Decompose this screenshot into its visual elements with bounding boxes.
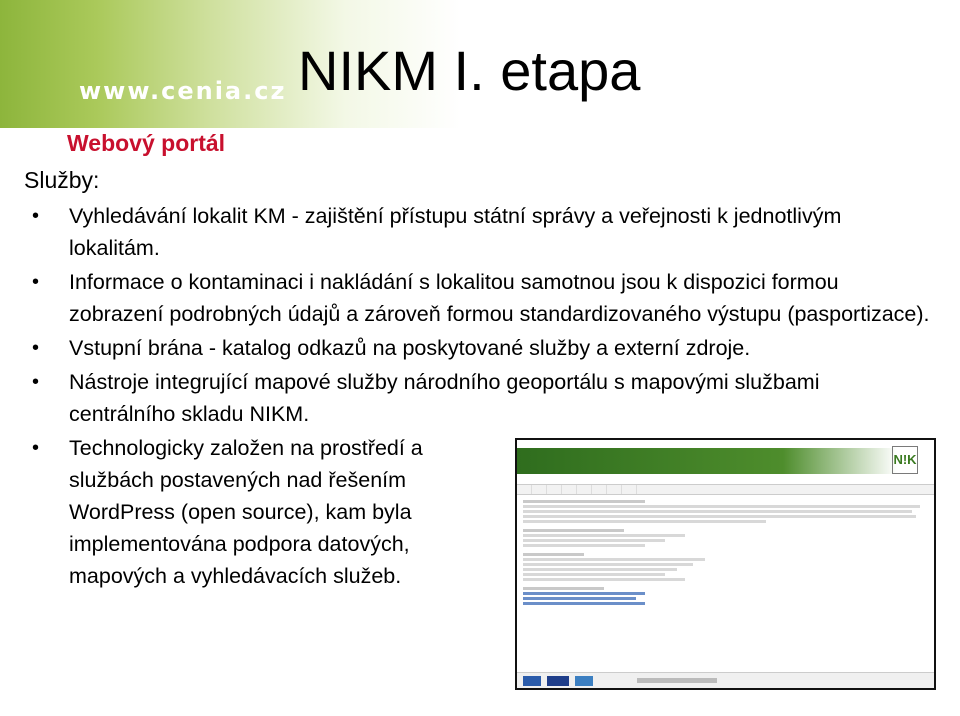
website-footer [517,672,934,688]
slide-title: NIKM I. etapa [298,39,641,102]
section-label: Služby: [24,167,100,193]
website-screenshot [515,438,936,690]
website-nav [517,484,934,495]
bullet-item: • Vstupní brána - katalog odkazů na poskytované služby a externí zdroje. [30,332,930,364]
bullet-item: • Nástroje integrující mapové služby národního geoportálu s mapovými službami centrálního skladu NIKM. [30,366,930,430]
cenia-logo: www.cenia.cz [79,77,287,105]
bullet-item: • Informace o kontaminaci i nakládání s lokalitou samotnou jsou k dispozici formou zobrazení podrobných údajů a zároveň formou standardizovaného výstupu (pasportizace). [30,266,930,330]
nik-logo-icon: N!K [892,446,918,474]
website-header-bar [517,448,897,474]
bullet-item: • Technologicky založen na prostředí a službách postavených nad řešením WordPress (open source), kam byla implementována podpora datových, mapových a vyhledávacích služeb. [30,432,500,592]
website-header [517,440,934,484]
website-content [517,495,934,610]
subtitle: Webový portál [67,130,226,156]
bullet-item: • Vyhledávání lokalit KM - zajištění přístupu státní správy a veřejnosti k jednotlivým lokalitám. [30,200,930,264]
